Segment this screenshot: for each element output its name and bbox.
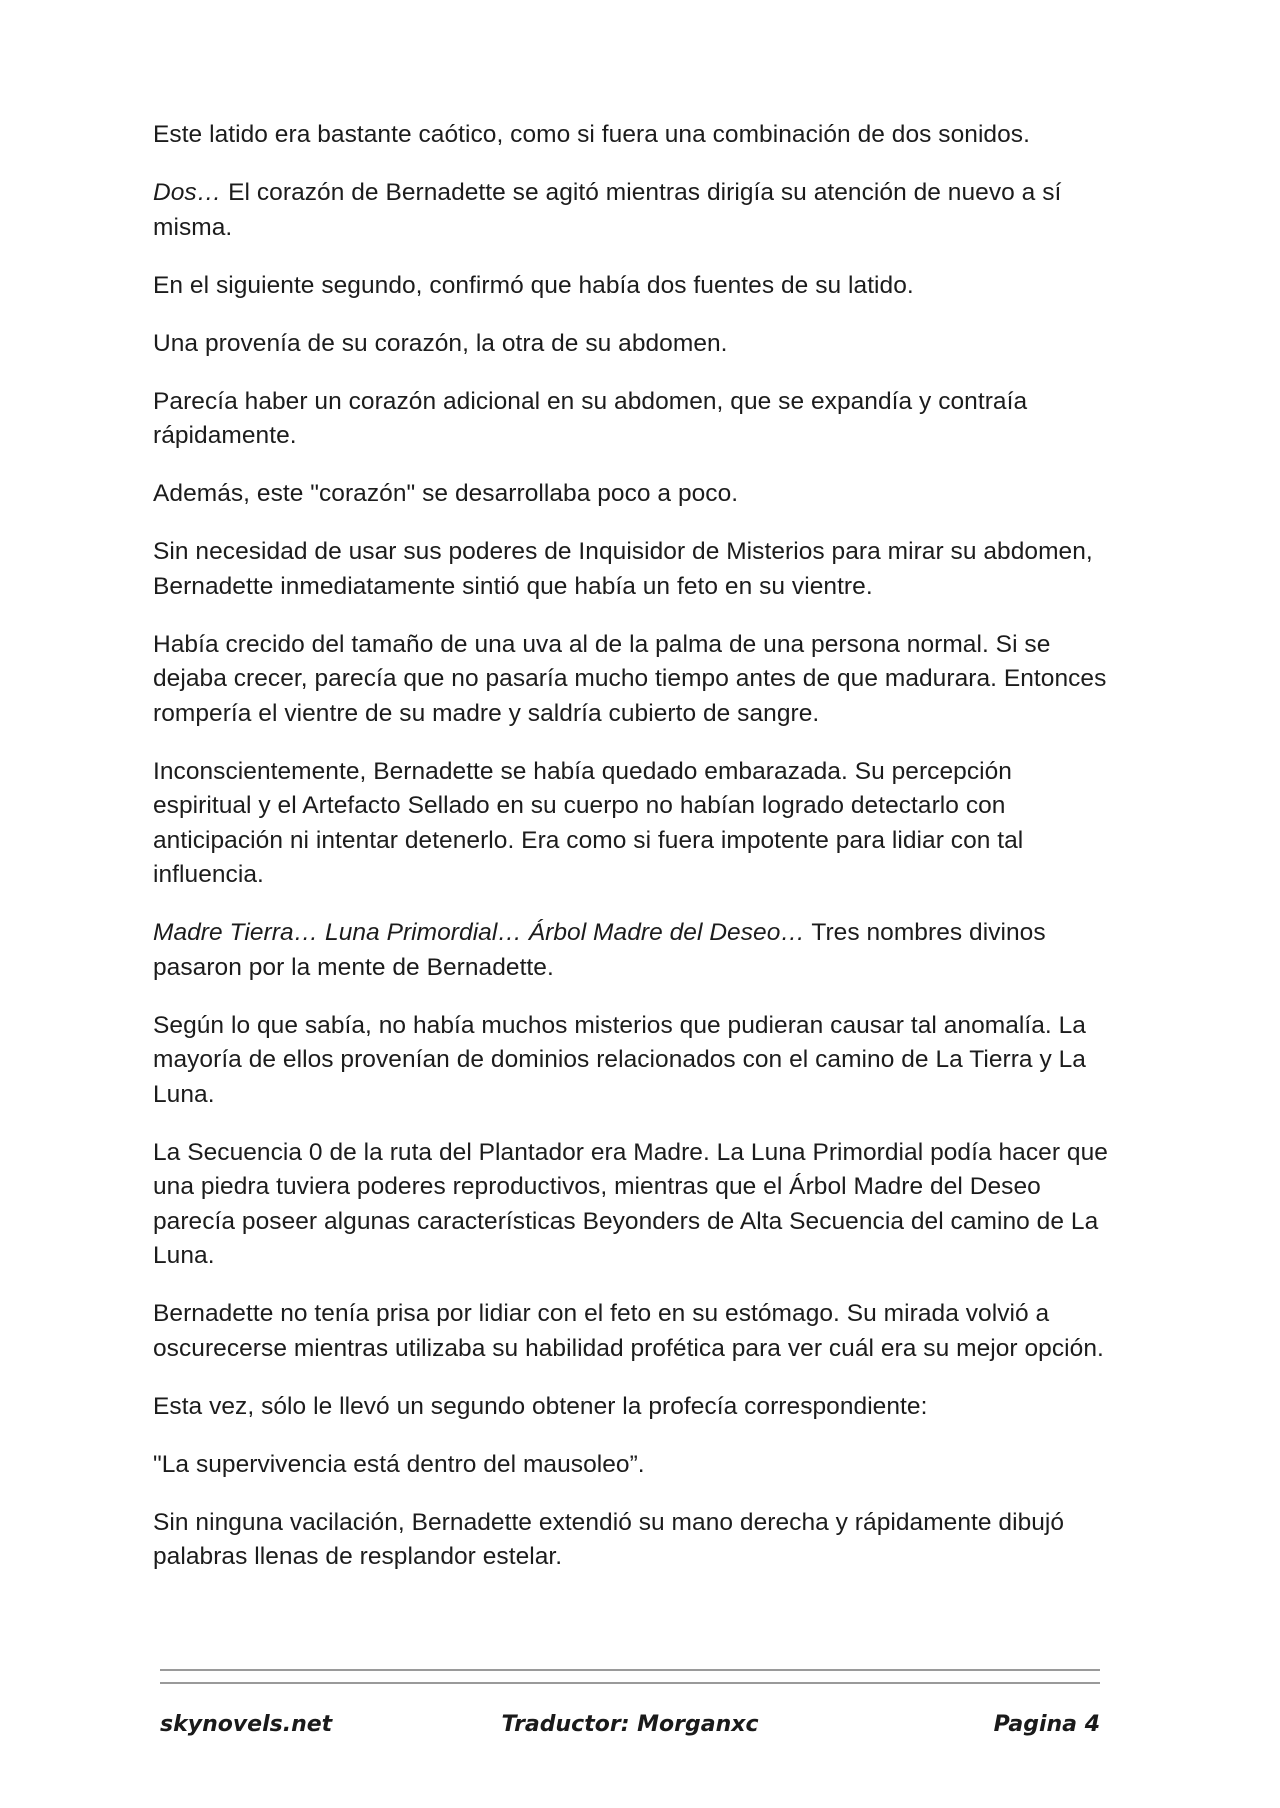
footer-divider-bottom [160,1682,1100,1684]
text-run: "La supervivencia está dentro del mausoleo”. [153,1450,645,1478]
page-body [153,118,1113,1598]
text-run: Bernadette no tenía prisa por lidiar con el feto en su estómago. Su mirada volvió a oscurecerse mientras utilizaba su habilidad profética para ver cuál era su mejor opción. [153,1300,1104,1362]
paragraph [153,118,1113,153]
paragraph [153,628,1113,732]
text-run: Además, este "corazón" se desarrollaba poco a poco. [153,480,739,507]
paragraph [153,1448,1113,1483]
paragraph [153,755,1113,893]
paragraph [153,535,1113,604]
paragraph [153,327,1113,362]
paragraph [153,269,1113,304]
paragraph [153,1506,1113,1575]
text-run: El corazón de Bernadette se agitó mientras dirigía su atención de nuevo a sí misma. [153,179,1062,241]
text-run: Había crecido del tamaño de una uva al de la palma de una persona normal. Si se dejaba crecer, parecía que no pasaría mucho tiempo antes de que madurara. Entonces rompería el vientre de su madre y saldría cubierto de sangre. [153,630,1107,727]
footer-page-number: Pagina 4 [993,1712,1100,1737]
text-run: En el siguiente segundo, confirmó que había dos fuentes de su latido. [153,271,914,299]
text-run: Esta vez, sólo le llevó un segundo obtener la profecía correspondiente: [153,1392,928,1420]
paragraph [153,385,1113,454]
text-run: Sin necesidad de usar sus poderes de Inquisidor de Misterios para mirar su abdomen, Bernadette inmediatamente sintió que había un feto en su vientre. [153,538,1093,600]
text-run: Según lo que sabía, no había muchos misterios que pudieran causar tal anomalía. La mayoría de ellos provenían de dominios relacionados con el camino de La Tierra y La Luna. [153,1011,1086,1108]
text-run: La Secuencia 0 de la ruta del Plantador era Madre. La Luna Primordial podía hacer que una piedra tuviera poderes reproductivos, mientras que el Árbol Madre del Deseo parecía poseer algunas características Beyonders de Alta Secuencia del camino de La Luna. [153,1138,1108,1269]
paragraph [153,176,1113,245]
italic-text-run: Madre Tierra… Luna Primordial… Árbol Madre del Deseo… [153,919,805,946]
paragraph [153,1297,1113,1366]
paragraph [153,1009,1113,1113]
text-run: Una provenía de su corazón, la otra de su abdomen. [153,329,728,357]
text-run: Inconscientemente, Bernadette se había quedado embarazada. Su percepción espiritual y el Artefacto Sellado en su cuerpo no habían logrado detectarlo con anticipación ni intentar detenerlo. Era como si fuera impotente para lidiar con tal influencia. [153,757,1024,888]
page-footer [160,1712,1100,1748]
paragraph [153,916,1113,985]
paragraph [153,477,1113,512]
italic-text-run: Dos… [153,179,222,206]
text-run: Sin ninguna vacilación, Bernadette extendió su mano derecha y rápidamente dibujó palabras llenas de resplandor estelar. [153,1508,1065,1570]
footer-site-name: skynovels.net [160,1712,333,1737]
footer-divider-top [160,1669,1100,1671]
paragraph [153,1390,1113,1425]
text-run: Tres nombres divinos pasaron por la mente de Bernadette. [153,919,1046,981]
paragraph [153,1136,1113,1274]
text-run: Este latido era bastante caótico, como si fuera una combinación de dos sonidos. [153,121,1030,148]
text-run: Parecía haber un corazón adicional en su abdomen, que se expandía y contraía rápidamente. [153,387,1028,449]
footer-translator-credit: Traductor: Morganxc [501,1712,759,1737]
